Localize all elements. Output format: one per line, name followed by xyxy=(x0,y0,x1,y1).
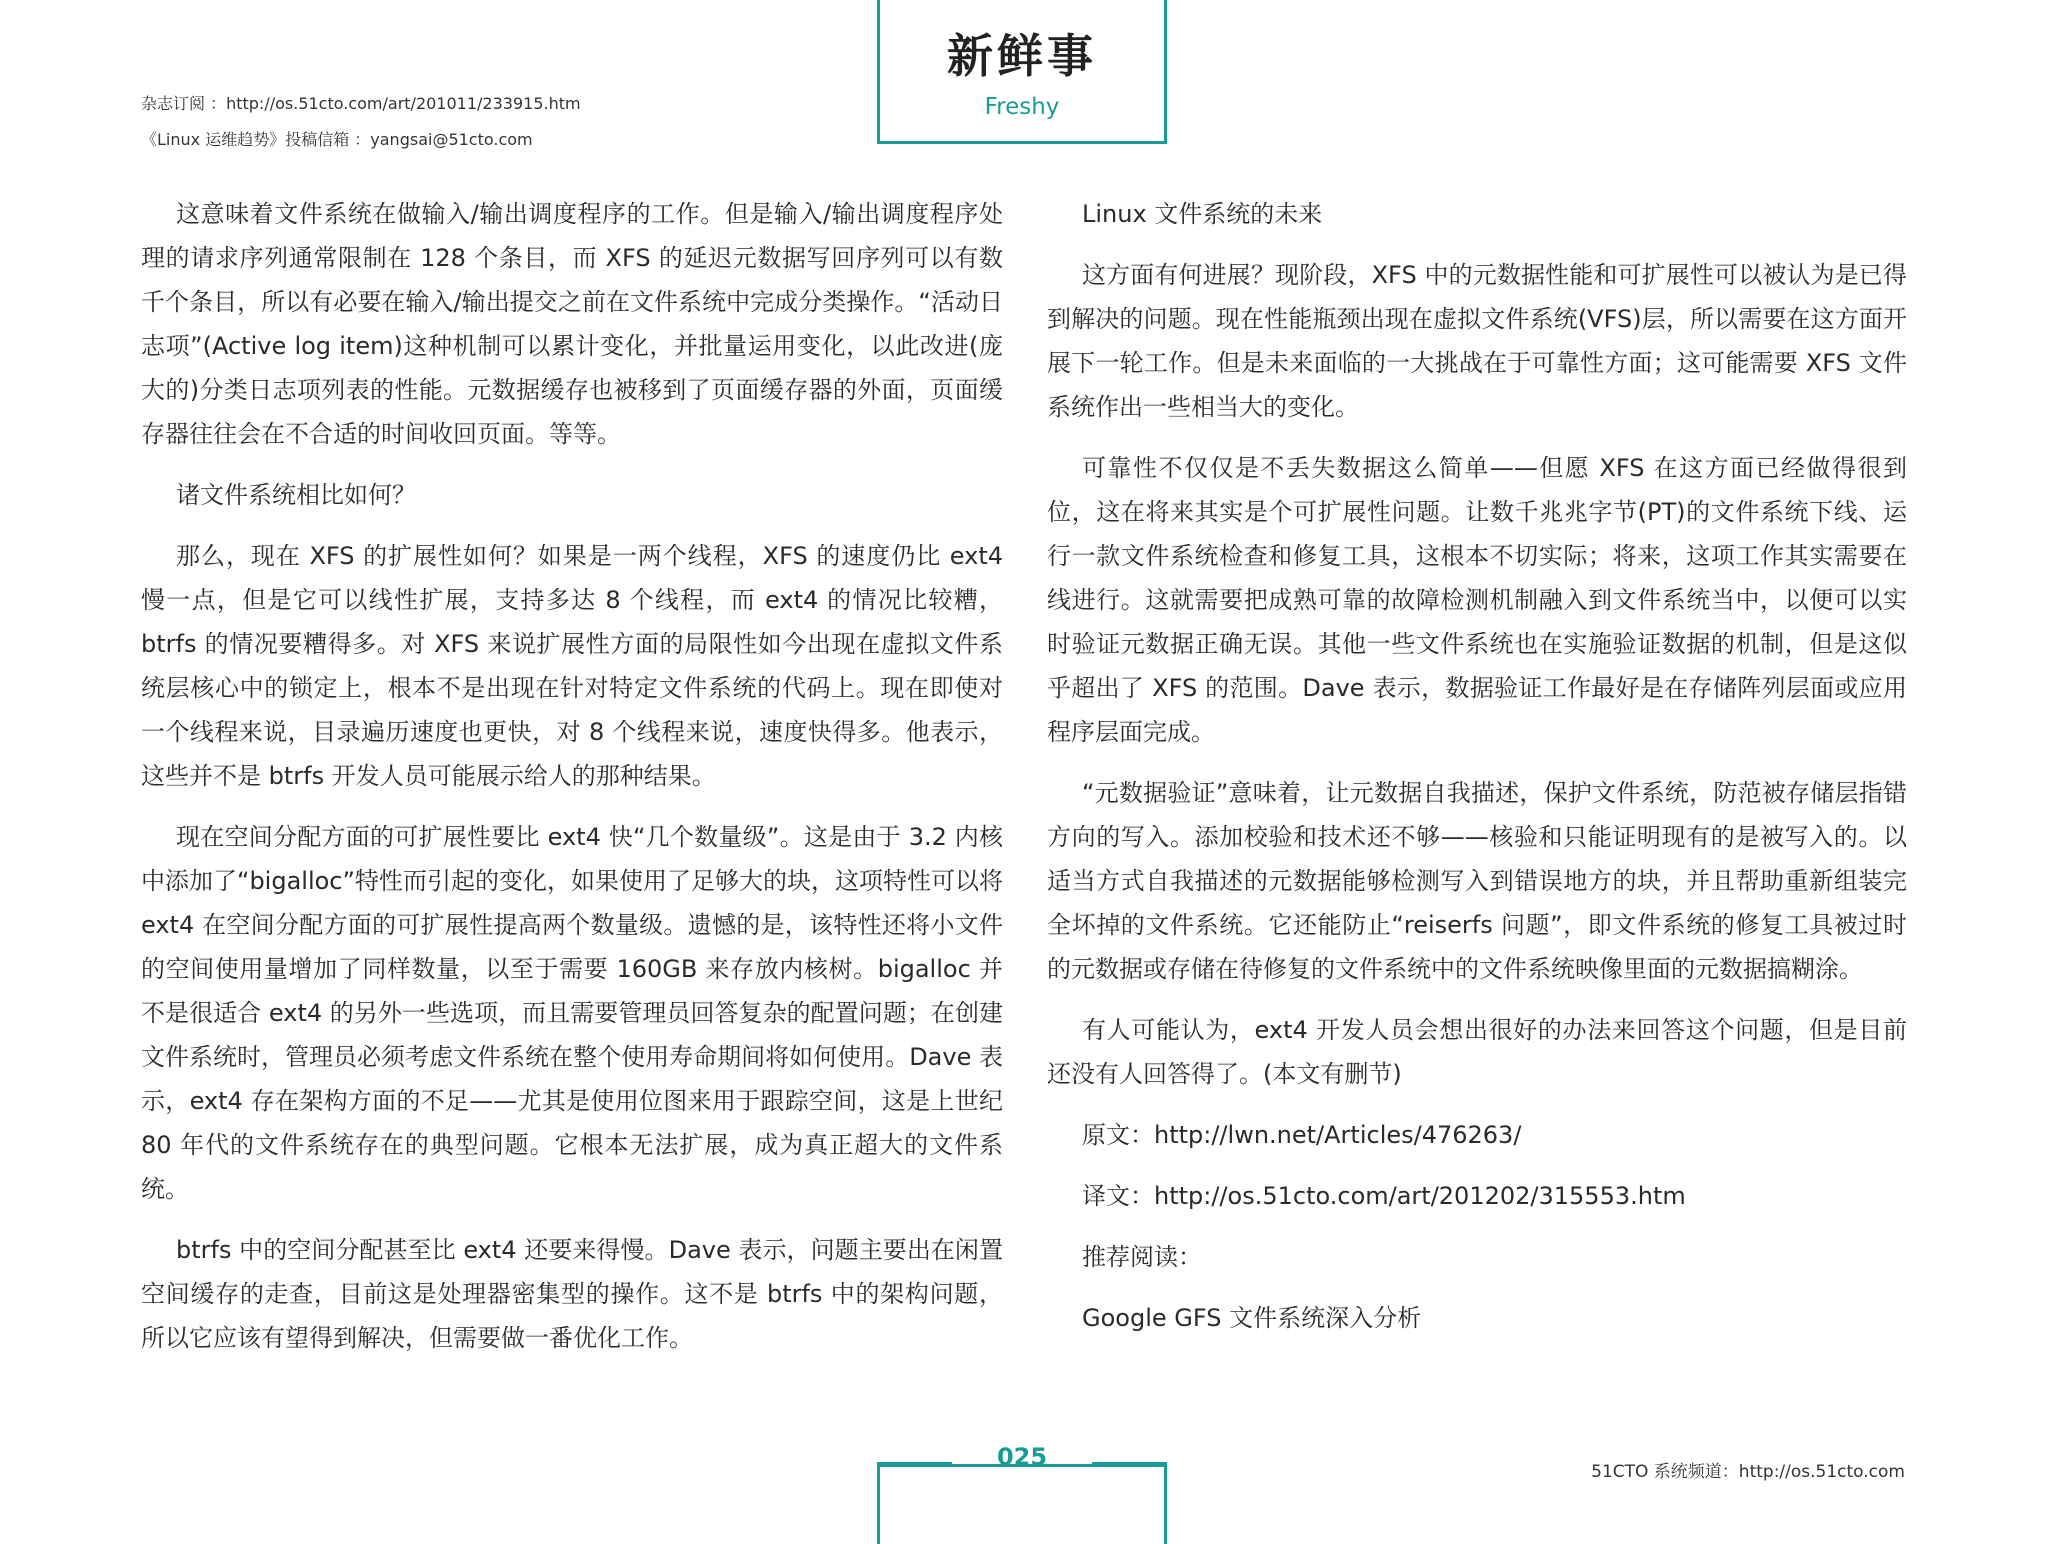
paragraph: “元数据验证”意味着，让元数据自我描述，保护文件系统，防范被存储层指错方向的写入。添加校验和技术还不够——核验和只能证明现有的是被写入的。以适当方式自我描述的元数据能够检测写入到错误地方的块，并且帮助重新组装完全坏掉的文件系统。它还能防止“reiserfs 问题”，即文件系统的修复工具被过时的元数据或存储在待修复的文件系统中的文件系统映像里面的元数据搞糊涂。 xyxy=(1047,779,1907,983)
left-column xyxy=(141,192,1003,1377)
subheading: 诸文件系统相比如何？ xyxy=(176,481,416,509)
paragraph: 这意味着文件系统在做输入/输出调度程序的工作。但是输入/输出调度程序处理的请求序列通常限制在 128 个条目，而 XFS 的延迟元数据写回序列可以有数千个条目，所以有必要在输入/输出提交之前在文件系统中完成分类操作。“活动日志项”(Active log item)这种机制可以累计变化，并批量运用变化，以此改进(庞大的)分类日志项列表的性能。元数据缓存也被移到了页面缓存器的外面，页面缓存器往往会在不合适的时间收回页面。等等。 xyxy=(141,200,1003,448)
page-number: 025 xyxy=(996,1443,1048,1471)
subscribe-line: 杂志订阅 ：http://os.51cto.com/art/201011/233915.htm xyxy=(141,94,581,113)
paragraph: btrfs 中的空间分配甚至比 ext4 还要来得慢。Dave 表示，问题主要出在闲置空间缓存的走查，目前这是处理器密集型的操作。这不是 btrfs 中的架构问题，所以它应该有望得到解决，但需要做一番优化工作。 xyxy=(141,1236,1003,1352)
submit-line: 《Linux 运维趋势》投稿信箱 ：yangsai@51cto.com xyxy=(141,130,533,149)
footer-site-link[interactable]: 51CTO 系统频道：http://os.51cto.com xyxy=(1591,1462,1905,1482)
footer-frame xyxy=(877,1464,1167,1544)
right-column xyxy=(1047,192,1907,1357)
paragraph: 有人可能认为，ext4 开发人员会想出很好的办法来回答这个问题，但是目前还没有人回答得了。(本文有删节) xyxy=(1047,1016,1907,1088)
header-meta xyxy=(141,86,581,158)
section-subtitle: Freshy xyxy=(984,94,1060,120)
paragraph: 这方面有何进展？现阶段，XFS 中的元数据性能和可扩展性可以被认为是已得到解决的问题。现在性能瓶颈出现在虚拟文件系统(VFS)层，所以需要在这方面开展下一轮工作。但是未来面临的一大挑战在于可靠性方面；这可能需要 XFS 文件系统作出一些相当大的变化。 xyxy=(1047,261,1907,421)
subheading: Linux 文件系统的未来 xyxy=(1082,200,1323,228)
source-link[interactable]: 原文：http://lwn.net/Articles/476263/ xyxy=(1082,1121,1522,1149)
recommended-link[interactable]: Google GFS 文件系统深入分析 xyxy=(1082,1304,1422,1332)
section-title: 新鲜事 xyxy=(947,29,1097,83)
translation-link[interactable]: 译文：http://os.51cto.com/art/201202/315553.htm xyxy=(1082,1182,1686,1210)
paragraph: 那么，现在 XFS 的扩展性如何？如果是一两个线程，XFS 的速度仍比 ext4 慢一点，但是它可以线性扩展，支持多达 8 个线程，而 ext4 的情况比较糟，btrfs 的情况要糟得多。对 XFS 来说扩展性方面的局限性如今出现在虚拟文件系统层核心中的锁定上，根本不是出现在针对特定文件系统的代码上。现在即使对一个线程来说，目录遍历速度也更快，对 8 个线程来说，速度快得多。他表示，这些并不是 btrfs 开发人员可能展示给人的那种结果。 xyxy=(141,542,1003,790)
recommended-label: 推荐阅读： xyxy=(1082,1243,1202,1271)
paragraph: 现在空间分配方面的可扩展性要比 ext4 快“几个数量级”。这是由于 3.2 内核中添加了“bigalloc”特性而引起的变化，如果使用了足够大的块，这项特性可以将 ext4 在空间分配方面的可扩展性提高两个数量级。遗憾的是，该特性还将小文件的空间使用量增加了同样数量，以至于需要 160GB 来存放内核树。bigalloc 并不是很适合 ext4 的另外一些选项，而且需要管理员回答复杂的配置问题；在创建文件系统时，管理员必须考虑文件系统在整个使用寿命期间将如何使用。Dave 表示，ext4 存在架构方面的不足——尤其是使用位图来用于跟踪空间，这是上世纪 80 年代的文件系统存在的典型问题。它根本无法扩展，成为真正超大的文件系统。 xyxy=(141,823,1003,1203)
section-header xyxy=(877,0,1167,144)
paragraph: 可靠性不仅仅是不丢失数据这么简单——但愿 XFS 在这方面已经做得很到位，这在将来其实是个可扩展性问题。让数千兆兆字节(PT)的文件系统下线、运行一款文件系统检查和修复工具，这根本不切实际；将来，这项工作其实需要在线进行。这就需要把成熟可靠的故障检测机制融入到文件系统当中，以便可以实时验证元数据正确无误。其他一些文件系统也在实施验证数据的机制，但是这似乎超出了 XFS 的范围。Dave 表示，数据验证工作最好是在存储阵列层面或应用程序层面完成。 xyxy=(1047,454,1907,746)
